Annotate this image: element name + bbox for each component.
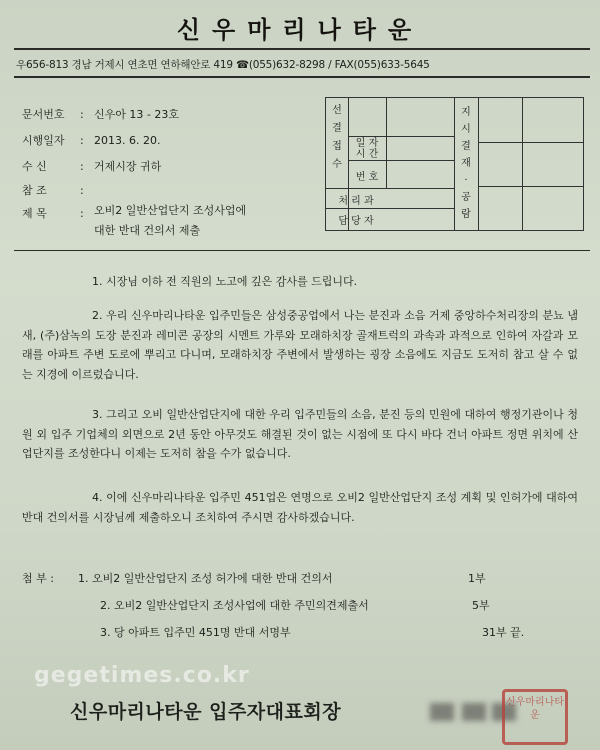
body-paragraph-3: 3. 그리고 오비 일반산업단지에 대한 우리 입주민들의 소음, 분진 등의 민원에 대하여 행정기관이나 청원 외 입주 기업체의 외면으로 2년 동안 아무것도 해결된 것이 없는 시점에 또 다시 바다 건너 아파트 정면 위치에 산업단지를 조성한다니 이제는 도저히 참을 수가 없습니다. (22, 408, 578, 460)
attachment-count: 5부 (472, 599, 490, 612)
site-watermark: gegetimes.co.kr (34, 663, 250, 688)
approval-process-label: 처 리 과 (338, 196, 374, 207)
letterhead-top-rule (14, 48, 590, 50)
doc-number-value: 신우아 13 - 23호 (94, 108, 179, 121)
attachment-count: 31부 끝. (482, 626, 525, 639)
body-paragraph-2: 2. 우리 신우마리나타운 입주민들은 삼성중공업에서 나는 분진과 소음 거제 중앙하수처리장의 분뇨 냄새, (주)삼녹의 도장 분진과 레미콘 공장의 시멘트 가루와 모래하치장 골재트럭의 과속과 과적으로 인하여 자갈과 모래를 아파트 주변 도로에 뿌리고 다니며, 모래하치장 주변에서 발생하는 굉장 소음에도 지금도 도저히 참고 살 수 없는 지경에 이르렀습니다. (22, 309, 578, 381)
attachment-item: 2. 오비2 일반산업단지 조성사업에 대한 주민의견제출서 (100, 599, 369, 612)
approval-date-time-label: 일 자 시 간 (355, 138, 379, 160)
approval-box (325, 97, 584, 231)
subject-line-2: 대한 반대 건의서 제출 (94, 224, 201, 237)
subject-line-1: 오비2 일반산업단지 조성사업에 (94, 204, 247, 217)
approval-right-col: 지 시 결 재 · 공 람 (461, 107, 471, 220)
date-value: 2013. 6. 20. (94, 134, 161, 147)
doc-number-label: 문서번호 (22, 108, 65, 121)
redacted-name-block (462, 703, 486, 721)
doc-number-row: 문서번호 : 신우아 13 - 23호 (22, 108, 179, 121)
recipient-row: 수 신 : 거제시장 귀하 (22, 160, 162, 173)
approval-left-col: 선 결 접 수 (332, 105, 342, 170)
subject-label: 제 목 (22, 207, 47, 220)
header-divider (14, 250, 590, 251)
signature-title: 신우마리나타운 입주자대표회장 (70, 701, 342, 723)
attachments-label: 첨 부 : (22, 572, 54, 585)
reference-label: 참 조 (22, 184, 47, 197)
redacted-name-block (430, 703, 454, 721)
attachment-item: 1. 오비2 일반산업단지 조성 허가에 대한 반대 건의서 (78, 572, 333, 585)
recipient-label: 수 신 (22, 160, 47, 173)
approval-owner-label: 담 당 자 (338, 216, 374, 227)
letterhead-title: 신우마리나타운 (176, 16, 424, 44)
date-label: 시행일자 (22, 134, 65, 147)
letterhead-address: 우656-813 경남 거제시 연초면 연하해안로 419 ☎(055)632-8298 / FAX(055)633-5645 (16, 59, 430, 71)
attachment-item: 3. 당 아파트 입주민 451명 반대 서명부 (100, 626, 291, 639)
subject-row: 제 목 : 오비2 일반산업단지 조성사업에 대한 반대 건의서 제출 (22, 205, 322, 245)
body-paragraph-4: 4. 이에 신우마리나타운 입주민 451업은 연명으로 오비2 일반산업단지 조성 계획 및 인허가에 대하여 반대 건의서를 시장님께 제출하오니 조치하여 주시면 감사하겠습니다. (22, 491, 578, 524)
date-row: 시행일자 : 2013. 6. 20. (22, 134, 161, 147)
official-seal-stamp: 신우마리나타운 (502, 689, 568, 745)
approval-number-label: 번 호 (355, 172, 379, 183)
body-paragraph-1: 1. 시장님 이하 전 직원의 노고에 깊은 감사를 드립니다. (92, 275, 358, 288)
recipient-value: 거제시장 귀하 (94, 160, 162, 173)
letterhead-bottom-rule (14, 76, 590, 78)
attachment-count: 1부 (468, 572, 486, 585)
reference-row: 참 조 : (22, 184, 84, 197)
